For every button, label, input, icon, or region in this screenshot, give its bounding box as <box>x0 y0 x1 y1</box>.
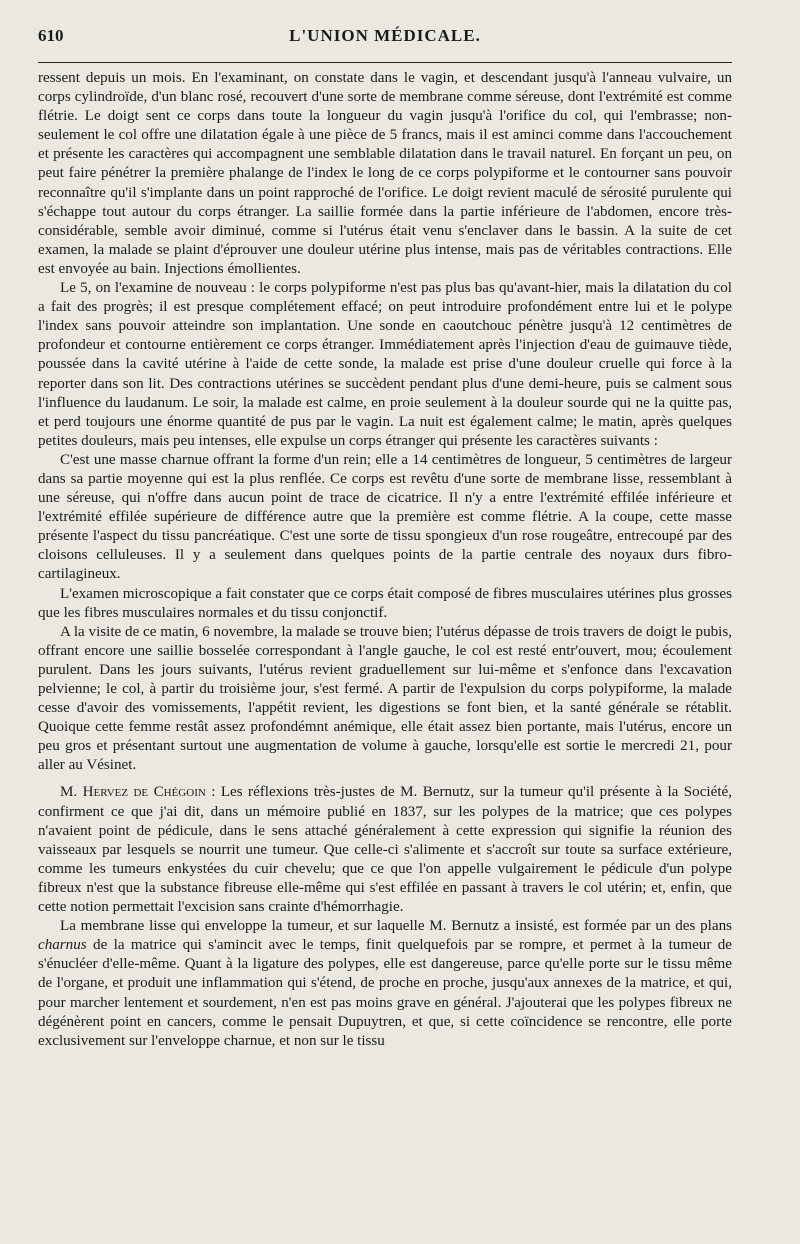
paragraph: A la visite de ce matin, 6 novembre, la malade se trouve bien; l'utérus dépasse de trois travers de doigt le pubis, offrant encore une saillie bosselée correspondant à l'angle gauche, le col est resté entr'ouvert, mou; écoulement purulent. Dans les jours suivants, l'utérus revient graduellement sur lui-même et s'enfonce dans l'excavation pelvienne; le col, à partir du troisième jour, s'est fermé. A partir de l'expulsion du corps polypiforme, la malade cesse d'avoir des vomissements, l'appétit revient, les digestions se font bien, et la santé générale se rétablit. Quoique cette femme restât assez profondémnt anémique, elle était assez bien portante, mais l'utérus, encore un peu gros et présentant surtout une augmentation de volume à gauche, lorsqu'elle est sortie le mercredi 21, pour aller au Vésinet. <box>38 623 732 774</box>
page-number: 610 <box>38 26 64 45</box>
paragraph <box>38 917 732 1051</box>
article-body <box>38 69 732 1051</box>
intervention-text: : Les réflexions très-justes de M. Bernutz, sur la tumeur qu'il présente à la Société, confirment ce que j'ai dit, dans un mémoire publié en 1837, sur les polypes de la matrice; que ces polypes n'avaient point de pédicule, dans le sens attaché généralement à cette expression qui signifie la réunion des vaisseaux par lesquels se nourrit une tumeur. Que celle-ci s'alimente et s'accroît sur toute sa surface extérieure, comme les tumeurs enkystées du cuir chevelu; que ce que l'on appelle vulgairement le pédicule d'un polype fibreux n'est que la substance fibreuse elle-même qui s'est effilée en passant à travers le col utérin; et, enfin, que cette notion permettait l'excision sans crainte d'hémorrhagie. <box>38 784 732 916</box>
paragraph: ressent depuis un mois. En l'examinant, on constate dans le vagin, et descendant jusqu'à l'anneau vulvaire, un corps cylindroïde, d'un blanc rosé, recouvert d'une sorte de membrane comme séreuse, dont l'extrémité est comme flétrie. Le doigt sent ce corps dans toute la longueur du vagin jusqu'à l'orifice du col, qui l'embrasse; non-seulement le col offre une dilatation égale à une pièce de 5 francs, mais il est aminci comme dans l'accouchement et présente les caractères qui accompagnent une semblable dilatation dans le travail naturel. En forçant un peu, on peut faire pénétrer la première phalange de l'index le long de ce corps polypiforme et le contourner sans pouvoir reconnaître qu'il s'implante dans un point rapproché de l'orifice. Le doigt revient maculé de sérosité purulente qui s'échappe tout autour du corps étranger. La saillie formée dans la partie inférieure de l'abdomen, encore très-considérable, semble avoir diminué, comme si l'utérus était venu s'enclaver dans le bassin. A la suite de cet examen, la malade se plaint d'éprouver une douleur utérine plus intense, mais pas de véritables contractions. Elle est envoyée au bain. Injections émollientes. <box>38 70 732 277</box>
intervention-paragraph <box>38 783 732 917</box>
header-rule <box>38 62 732 63</box>
followup-text-b: de la matrice qui s'amincit avec le temps, finit quelquefois par se rompre, et permet à la tumeur de s'énucléer d'elle-même. Quant à la ligature des polypes, elle est dangereuse, parce qu'elle porte sur le tissu même de l'organe, et produit une inflammation qui s'étend, de proche en proche, jusqu'aux annexes de la matrice, et qui, pour marcher lentement et sourdement, n'en est pas moins grave en général. J'ajouterai que les polypes fibreux ne dégénèrent point en cancers, comme le pensait Dupuytren, et que, si cette coïncidence se rencontre, elle porte exclusivement sur l'enveloppe charnue, et non sur le tissu <box>38 937 732 1049</box>
page-content <box>38 26 732 1051</box>
running-title: L'UNION MÉDICALE. <box>289 26 481 45</box>
followup-italic: charnus <box>38 937 87 954</box>
paragraph: Le 5, on l'examine de nouveau : le corps polypiforme n'est pas plus bas qu'avant-hier, mais la dilatation du col a fait des progrès; il est presque complétement effacé; on peut introduire profondément entre lui et le polype l'index sans pouvoir atteindre son implantation. Une sonde en caoutchouc pénètre jusqu'à 12 centimètres de profondeur et contourne entièrement ce corps étranger. Immédiatement après l'injection d'eau de guimauve tiède, poussée dans la cavité utérine à l'aide de cette sonde, la malade est prise d'une douleur cruelle qui force à la reporter dans son lit. Des contractions utérines se succèdent pendant plus d'une demi-heure, puis se calment sous l'influence du laudanum. Le soir, la malade est calme, en proie seulement à la douleur sourde qui ne la quitte pas, et perd toujours une énorme quantité de pus par le vagin. La nuit est également calme; le matin, après quelques petites douleurs, mais peu intenses, elle expulse un corps étranger qui présente les caractères suivants : <box>38 280 732 449</box>
followup-text-a: La membrane lisse qui enveloppe la tumeur, et sur laquelle M. Bernutz a insisté, est formée par un des plans <box>60 918 732 935</box>
page-header <box>38 26 732 60</box>
speaker-name: M. Hervez de Chégoin <box>60 784 206 801</box>
paragraph: C'est une masse charnue offrant la forme d'un rein; elle a 14 centimètres de longueur, 5 centimètres de largeur dans sa partie moyenne qui est la plus renflée. Ce corps est revêtu d'une sorte de membrane lisse, ressemblant à une séreuse, qui n'offre dans aucun point de trace de cicatrice. Il n'y a entre l'extrémité effilée inférieure et l'extrémité effilée supérieure de différence autre que la première est comme flétrie. A la coupe, cette masse présente l'aspect du tissu pancréatique. C'est une sorte de tissu spongieux d'un rose rougeâtre, entrecoupé par des cloisons celluleuses. Il y a seulement dans quelques points de la partie centrale des noyaux durs fibro-cartilagineux. <box>38 451 732 583</box>
paragraph: L'examen microscopique a fait constater que ce corps était composé de fibres musculaires utérines plus grosses que les fibres musculaires normales et du tissu conjonctif. <box>38 585 732 621</box>
